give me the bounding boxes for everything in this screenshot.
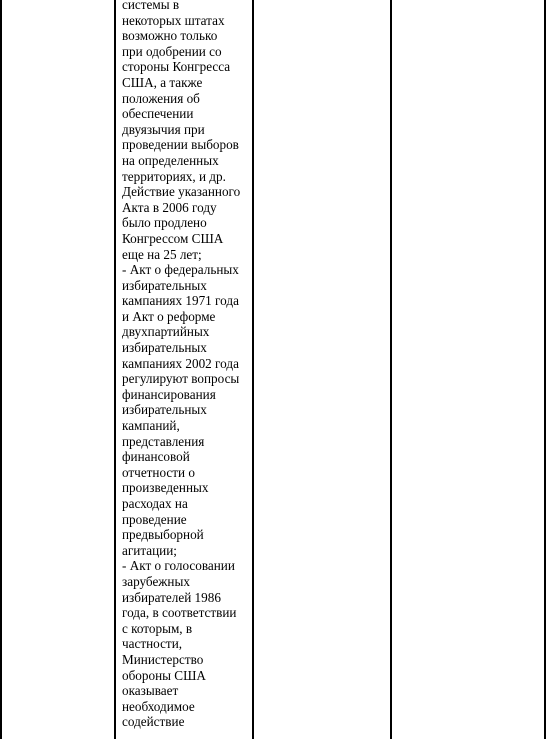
cell-text-line: года, в соответствии: [122, 605, 237, 621]
cell-text-line: кампаниях 1971 года: [122, 293, 239, 309]
cell-text-line: и Акт о реформе: [122, 308, 216, 324]
table-border-col-1: [114, 0, 116, 739]
cell-text-line: Акта в 2006 году: [122, 199, 217, 215]
cell-text-line: избирателей 1986: [122, 589, 221, 605]
cell-text-line: системы в: [122, 0, 180, 12]
cell-text-line: возможно только: [122, 28, 218, 44]
cell-text-line: отчетности о: [122, 464, 195, 480]
cell-text-line: США, а также: [122, 74, 203, 90]
table-cell-text: [122, 0, 250, 730]
cell-text-line: некоторых штатах: [122, 12, 225, 28]
cell-text-line: было продлено: [122, 215, 207, 231]
table-border-left: [0, 0, 2, 739]
cell-text-line: регулируют вопросы: [122, 371, 240, 387]
cell-text-line: на определенных: [122, 152, 219, 168]
cell-text-line: представления: [122, 433, 205, 449]
cell-text-line: положения об: [122, 90, 200, 106]
cell-text-line: с которым, в: [122, 620, 193, 636]
cell-text-line: оказывает: [122, 683, 179, 699]
cell-text-line: стороны Конгресса: [122, 59, 231, 75]
cell-text-line: расходах на: [122, 496, 188, 511]
cell-text-line: Действие указанного: [122, 184, 241, 200]
cell-text-line: - Акт о федеральных: [122, 262, 239, 278]
cell-text-line: агитации;: [122, 542, 177, 558]
cell-text-line: - Акт о голосовании: [122, 558, 235, 574]
cell-text-line: обеспечении: [122, 106, 194, 122]
cell-text-line: финансирования: [122, 386, 216, 402]
cell-text-line: кампаниях 2002 года: [122, 355, 239, 371]
cell-text-line: проведение: [122, 511, 187, 527]
cell-text-line: избирательных: [122, 340, 207, 356]
cell-text-line: Министерство: [122, 651, 204, 667]
cell-text-line: необходимое: [122, 698, 195, 714]
cell-text-line: зарубежных: [122, 573, 190, 589]
cell-text-line: избирательных: [122, 402, 207, 418]
cell-text-line: кампаний,: [122, 418, 180, 434]
cell-text-line: обороны США: [122, 667, 206, 683]
cell-text-line: предвыборной: [122, 527, 204, 543]
cell-text-line: еще на 25 лет;: [122, 246, 202, 262]
cell-text-line: двуязычия при: [122, 121, 205, 137]
cell-text-line: произведенных: [122, 480, 209, 496]
table-border-col-3: [390, 0, 392, 739]
cell-text-line: финансовой: [122, 449, 190, 465]
cell-text-line: двухпартийных: [122, 324, 210, 340]
table-border-col-2: [252, 0, 254, 739]
cell-text-line: избирательных: [122, 277, 207, 293]
cell-text-line: Конгрессом США: [122, 230, 224, 246]
cell-text-line: проведении выборов: [122, 137, 239, 153]
cell-text-line: при одобрении со: [122, 43, 222, 59]
cell-text-line: содействие: [122, 714, 185, 730]
cell-text-line: частности,: [122, 636, 183, 652]
cell-text-line: территориях, и др.: [122, 168, 226, 184]
